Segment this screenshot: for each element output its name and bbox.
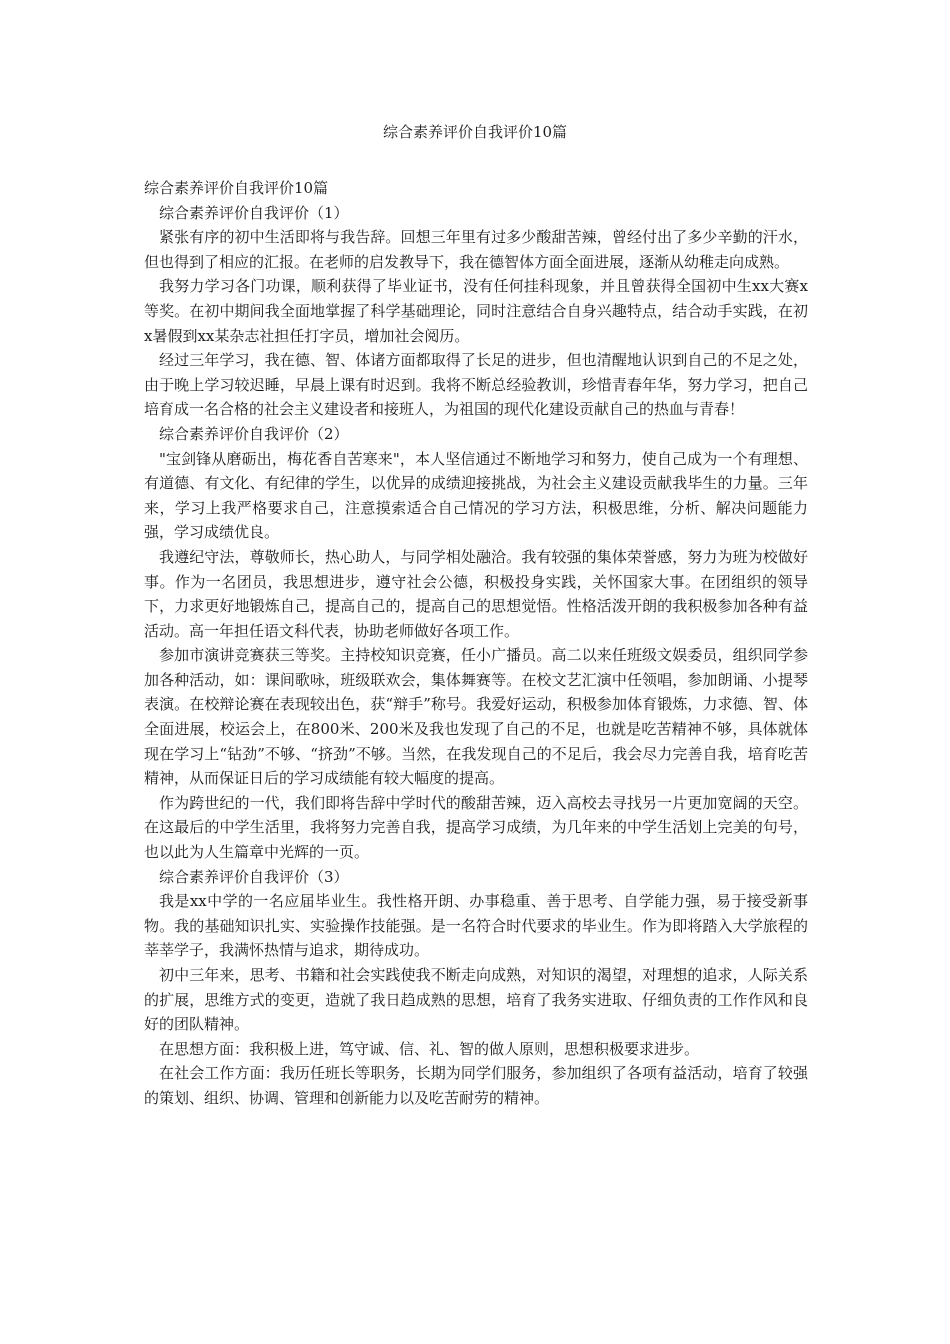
body-paragraph: 我遵纪守法，尊敬师长，热心助人，与同学相处融洽。我有较强的集体荣誉感，努力为班为校做好事。作为一名团员，我思想进步，遵守社会公德，积极投身实践，关怀国家大事。在团组织的领导下，力求更好地锻炼自己，提高自己的，提高自己的思想觉悟。性格活泼开朗的我积极参加各种有益活动。高一年担任语文科代表，协助老师做好各项工作。 [144,547,808,640]
body-paragraph: "宝剑锋从磨砺出，梅花香自苦寒来"，本人坚信通过不断地学习和努力，使自己成为一个有理想、有道德、有文化、有纪律的学生，以优异的成绩迎接挑战，为社会主义建设贡献我毕生的力量。三年来，学习上我严格要求自己，注意摸索适合自己情况的学习方法，积极思维，分析、解决问题能力强，学习成绩优良。 [144,449,808,542]
section-heading: 综合素养评价自我评价（3） [159,867,349,886]
document-title: 综合素养评价自我评价10篇 [382,123,568,141]
body-paragraph: 经过三年学习，我在德、智、体诸方面都取得了长足的进步，但也清醒地认识到自己的不足之处，由于晚上学习较迟睡，早晨上课有时迟到。我将不断总经验教训，珍惜青春年华，努力学习，把自己培育成一名合格的社会主义建设者和接班人，为祖国的现代化建设贡献自己的热血与青春！ [144,351,808,419]
section-heading: 综合素养评价自我评价（2） [159,424,349,443]
body-paragraph: 参加市演讲竞赛获三等奖。主持校知识竞赛，任小广播员。高二以来任班级文娱委员，组织同学参加各种活动，如：课间歌咏，班级联欢会，集体舞赛等。在校文艺汇演中任领唱，参加朗诵、小提琴表演。在校辩论赛在表现较出色，获“辩手”称号。我爱好运动，积极参加体育锻炼，力求德、智、体全面进展，校运会上，在800米、200米及我也发现了自己的不足，也就是吃苦精神不够，具体就体现在学习上“钻劲”不够、“挤劲”不够。当然，在我发现自己的不足后，我会尽力完善自我，培育吃苦精神，从而保证日后的学习成绩能有较大幅度的提高。 [144,646,808,788]
body-paragraph: 初中三年来，思考、书籍和社会实践使我不断走向成熟，对知识的渴望，对理想的追求，人际关系的扩展，思维方式的变更，造就了我日趋成熟的思想，培育了我务实进取、仔细负责的工作作风和良好的团队精神。 [144,966,808,1034]
body-paragraph: 我努力学习各门功课，顺利获得了毕业证书，没有任何挂科现象，并且曾获得全国初中生xx大赛x等奖。在初中期间我全面地掌握了科学基础理论，同时注意结合自身兴趣特点，结合动手实践，在初x暑假到xx某杂志社担任打字员，增加社会阅历。 [144,277,808,345]
section-heading: 综合素养评价自我评价（1） [159,203,349,222]
document-subtitle: 综合素养评价自我评价10篇 [144,179,329,197]
body-paragraph: 作为跨世纪的一代，我们即将告辞中学时代的酸甜苦辣，迈入高校去寻找另一片更加宽阔的天空。在这最后的中学生活里，我将努力完善自我，提高学习成绩，为几年来的中学生活划上完美的句号，也以此为人生篇章中光辉的一页。 [144,793,808,862]
body-paragraph: 在思想方面：我积极上进，笃守诚、信、礼、智的做人原则，思想积极要求进步。 [159,1039,700,1058]
body-paragraph: 紧张有序的初中生活即将与我告辞。回想三年里有过多少酸甜苦辣，曾经付出了多少辛勤的汗水，但也得到了相应的汇报。在老师的启发教导下，我在德智体方面全面进展，逐渐从幼稚走向成熟。 [144,228,808,271]
document-body [144,176,808,1111]
body-paragraph: 我是xx中学的一名应届毕业生。我性格开朗、办事稳重、善于思考、自学能力强，易于接受新事物。我的基础知识扎实、实验操作技能强。是一名符合时代要求的毕业生。作为即将踏入大学旅程的莘莘学子，我满怀热情与追求，期待成功。 [144,892,808,960]
body-paragraph: 在社会工作方面：我历任班长等职务，长期为同学们服务，参加组织了各项有益活动，培育了较强的策划、组织、协调、管理和创新能力以及吃苦耐劳的精神。 [144,1064,808,1107]
